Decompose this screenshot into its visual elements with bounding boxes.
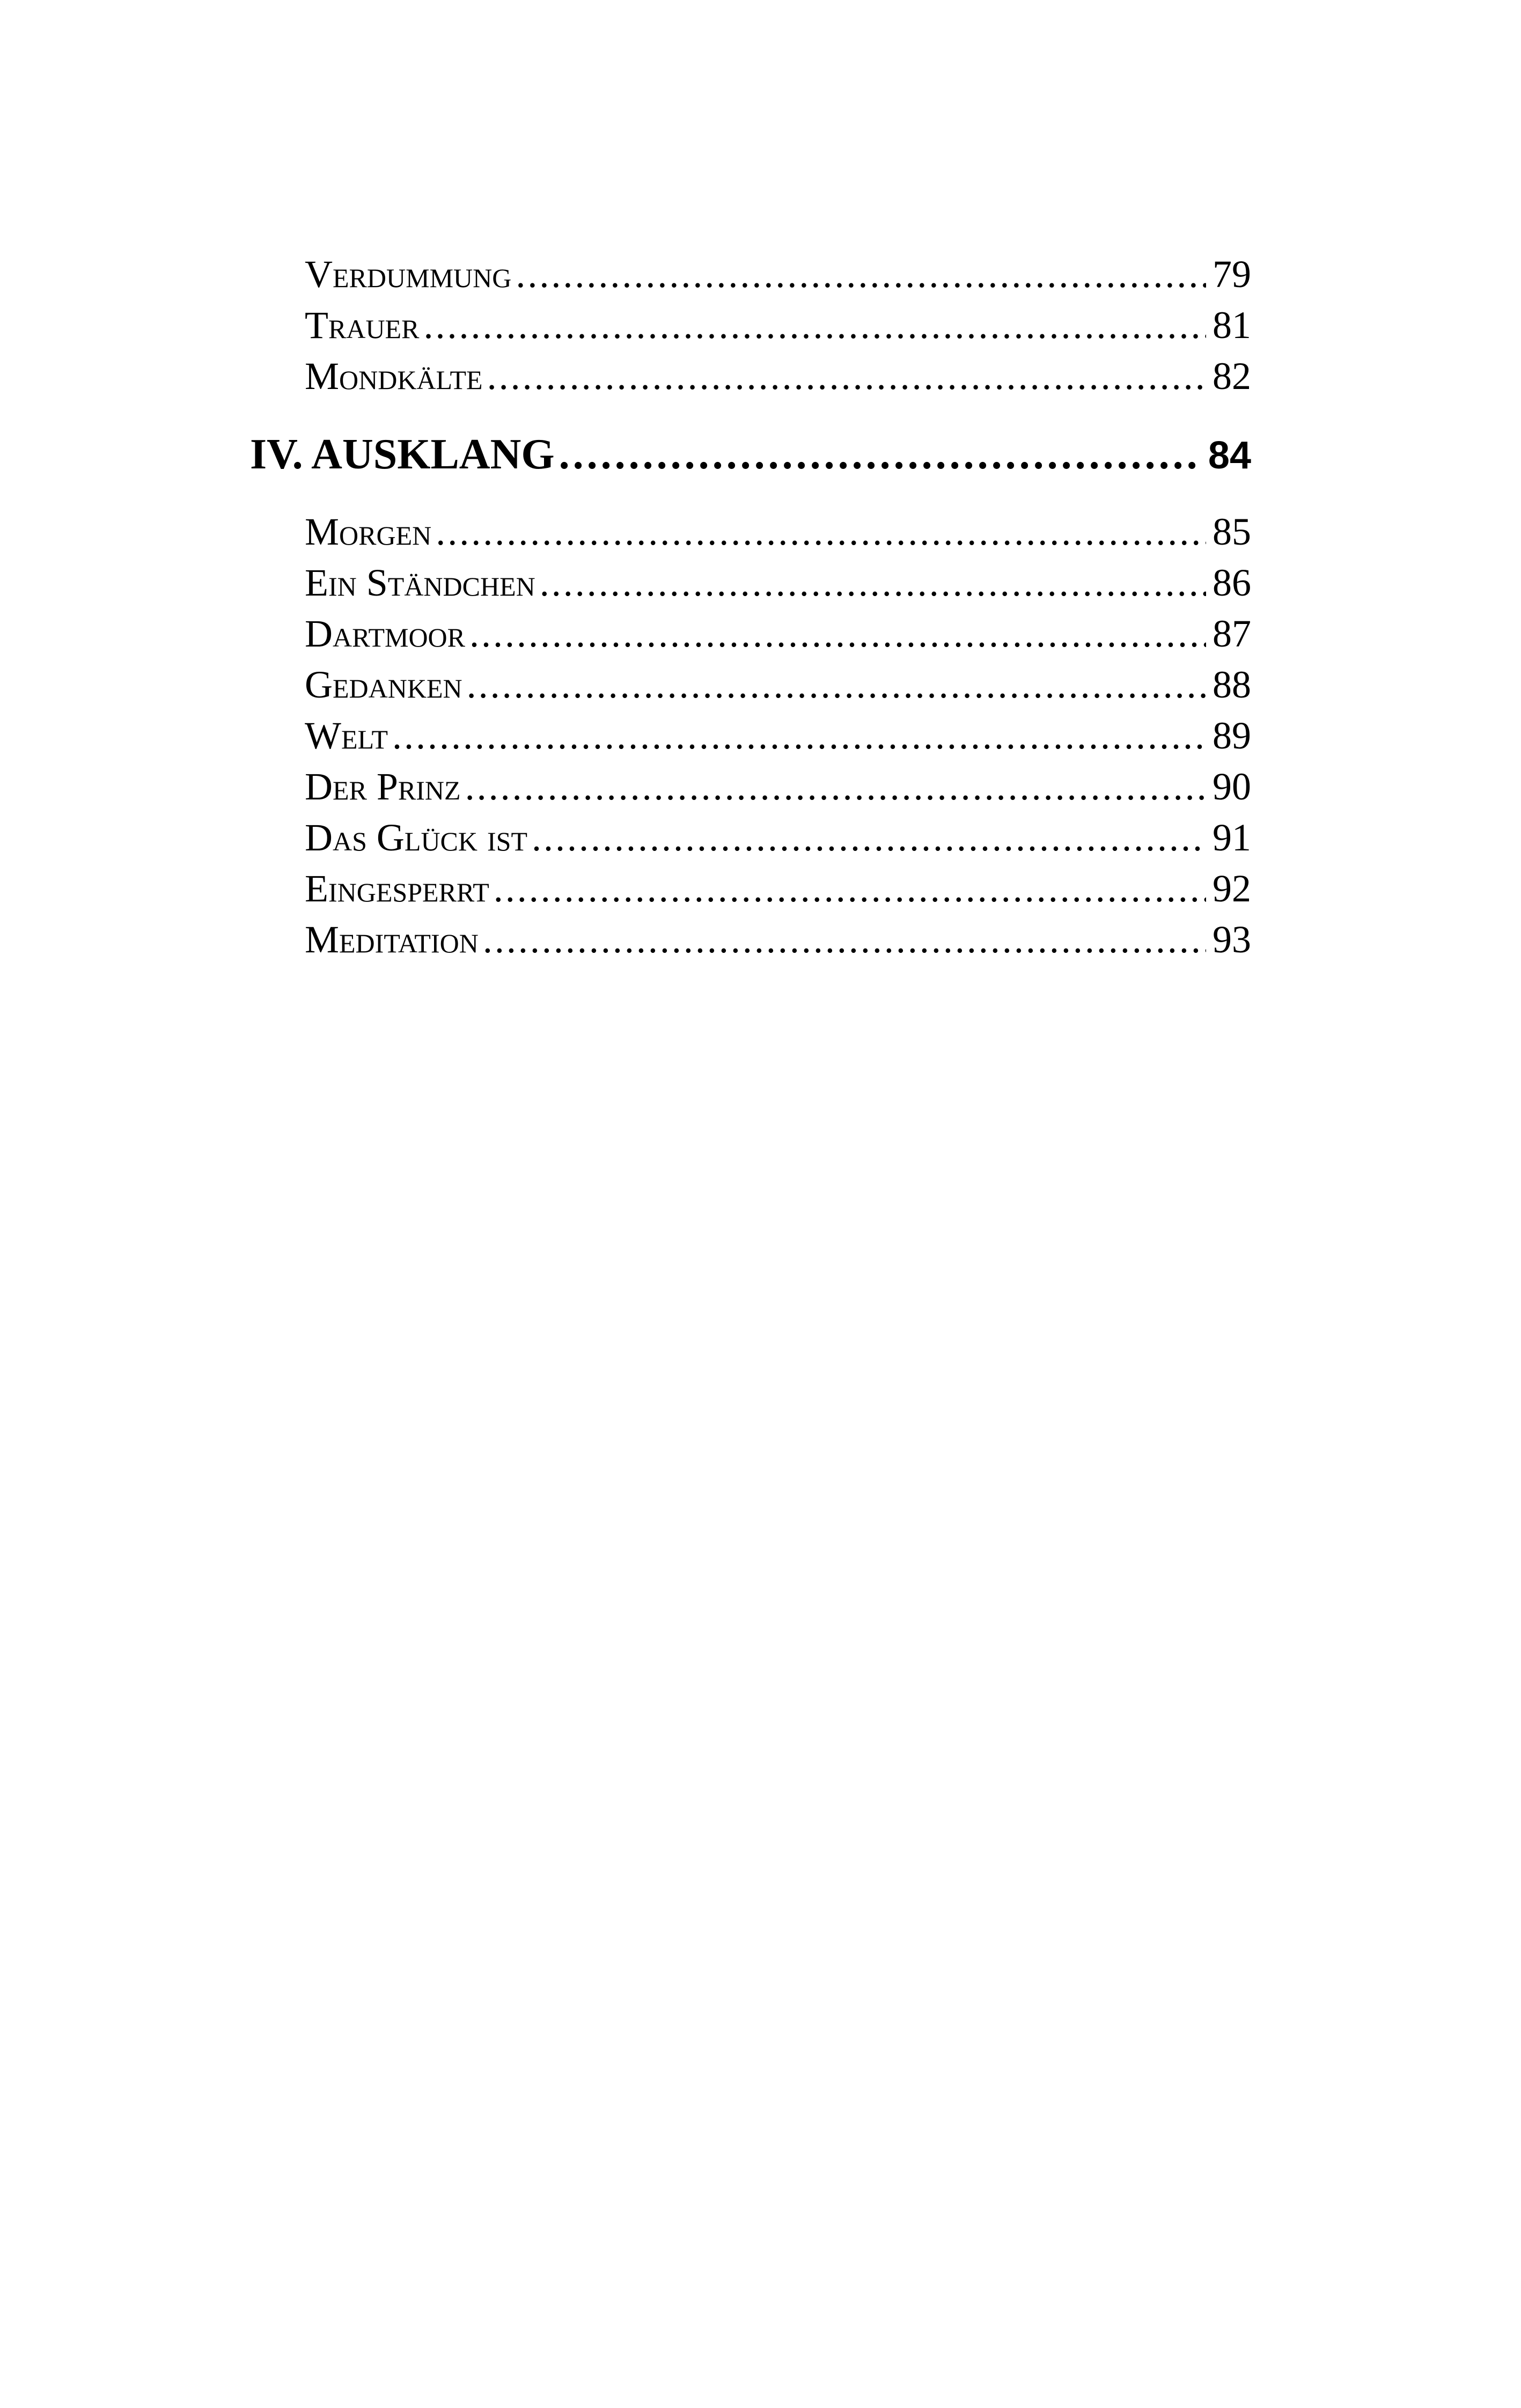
toc-entry-title: Eingesperrt bbox=[305, 867, 489, 910]
toc-entry-title: Ein Ständchen bbox=[305, 561, 535, 604]
toc-chapter-page: 84 bbox=[1208, 434, 1251, 477]
dot-leader bbox=[540, 561, 1206, 605]
toc-entry-page: 90 bbox=[1213, 765, 1251, 808]
toc-entry[interactable] bbox=[305, 354, 1251, 406]
dot-leader bbox=[465, 765, 1206, 809]
toc-entry[interactable] bbox=[305, 917, 1251, 969]
toc-entry[interactable] bbox=[305, 612, 1251, 663]
toc-entry[interactable] bbox=[305, 663, 1251, 714]
toc-entry-page: 92 bbox=[1213, 867, 1251, 910]
dot-leader bbox=[516, 252, 1206, 297]
toc-entry-page: 89 bbox=[1213, 714, 1251, 757]
toc-entry[interactable] bbox=[305, 714, 1251, 765]
dot-leader bbox=[469, 612, 1206, 656]
toc-entry-title: Trauer bbox=[305, 304, 420, 347]
toc-entry[interactable] bbox=[305, 867, 1251, 918]
toc-entry-page: 81 bbox=[1213, 304, 1251, 347]
toc-entry-page: 93 bbox=[1213, 918, 1251, 961]
dot-leader bbox=[436, 510, 1206, 554]
toc-entry-page: 86 bbox=[1213, 561, 1251, 604]
dot-leader bbox=[494, 867, 1206, 911]
toc-entry[interactable] bbox=[305, 765, 1251, 816]
dot-leader bbox=[483, 917, 1206, 962]
dot-leader bbox=[392, 714, 1206, 758]
toc-entry[interactable] bbox=[305, 510, 1251, 561]
toc-entry[interactable] bbox=[305, 561, 1251, 612]
toc-entry-page: 91 bbox=[1213, 816, 1251, 859]
toc-entry-page: 79 bbox=[1213, 253, 1251, 296]
toc-entry-title: Meditation bbox=[305, 918, 479, 961]
toc-entry-title: Mondkälte bbox=[305, 355, 483, 398]
toc-entry-title: Welt bbox=[305, 714, 388, 757]
toc-entry[interactable] bbox=[305, 816, 1251, 867]
dot-leader bbox=[559, 430, 1202, 479]
dot-leader bbox=[487, 354, 1206, 399]
toc-entry-title: Der Prinz bbox=[305, 765, 461, 808]
dot-leader bbox=[423, 303, 1206, 348]
toc-entry-page: 85 bbox=[1213, 510, 1251, 553]
toc-entry-title: Gedanken bbox=[305, 663, 462, 706]
dot-leader bbox=[532, 816, 1206, 860]
toc-entry-title: Dartmoor bbox=[305, 612, 466, 655]
toc-chapter-title: IV. AUSKLANG bbox=[250, 431, 555, 478]
toc-entry-title: Verdummung bbox=[305, 253, 512, 296]
toc-entry-page: 87 bbox=[1213, 612, 1251, 655]
dot-leader bbox=[467, 663, 1206, 707]
toc-chapter-entry[interactable] bbox=[250, 430, 1251, 489]
toc-entry-page: 82 bbox=[1213, 355, 1251, 398]
toc-entry-title: Morgen bbox=[305, 510, 432, 553]
toc-entry-page: 88 bbox=[1213, 663, 1251, 706]
toc-entry-title: Das Glück ist bbox=[305, 816, 528, 859]
toc-entry[interactable] bbox=[305, 252, 1251, 304]
toc-entry[interactable] bbox=[305, 303, 1251, 355]
